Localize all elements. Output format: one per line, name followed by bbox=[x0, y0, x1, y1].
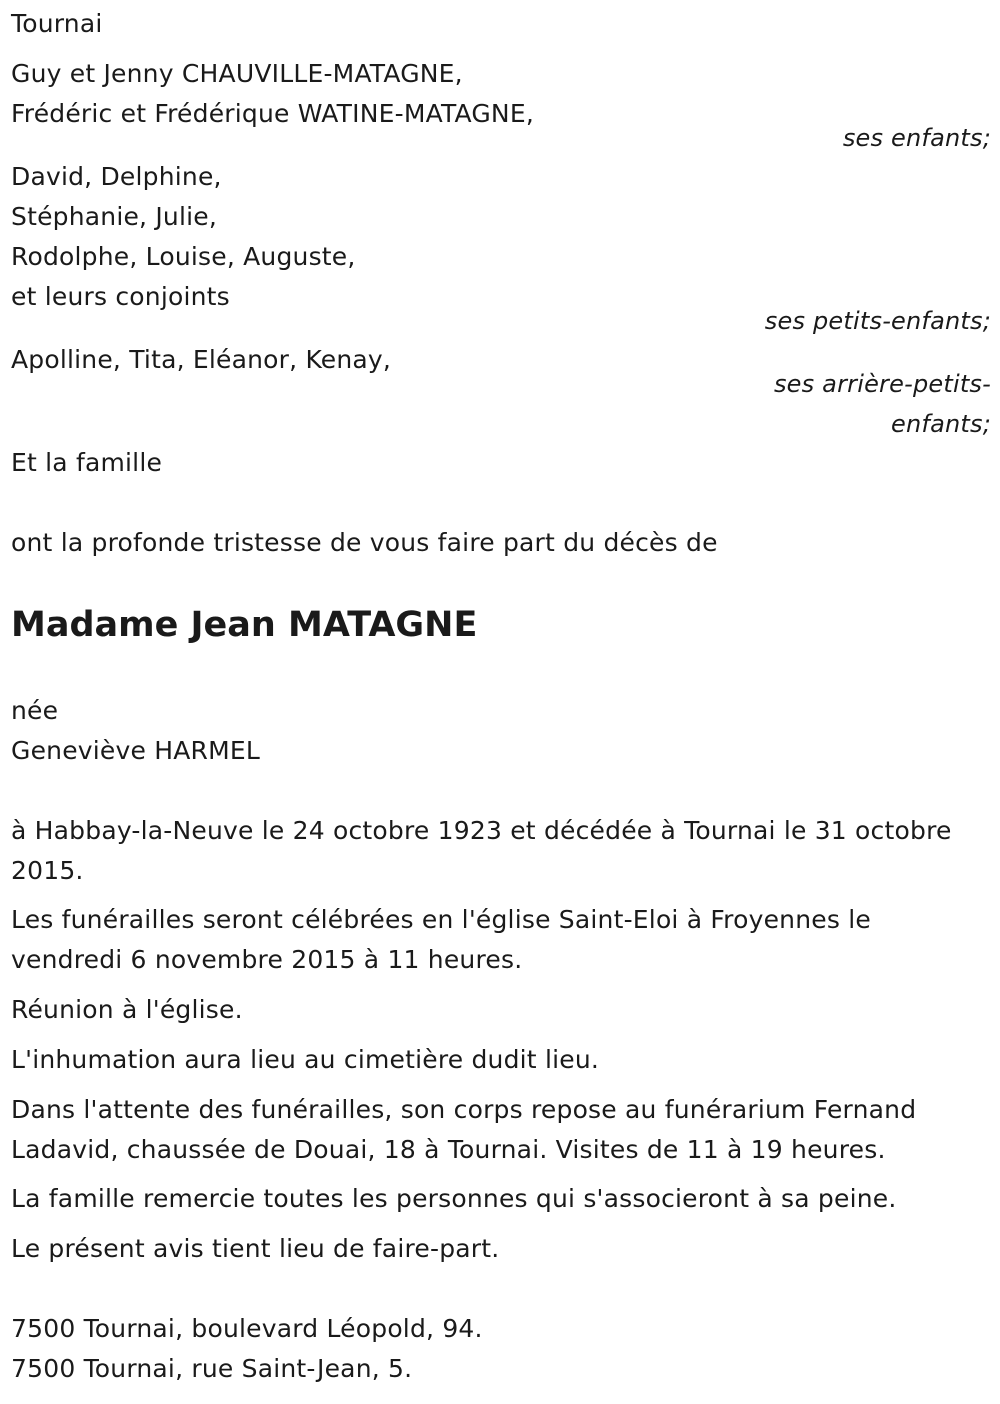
city-heading: Tournai bbox=[11, 9, 103, 38]
funerarium-line-2: Ladavid, chaussée de Douai, 18 à Tournai. Visites de 11 à 19 heures. bbox=[11, 1135, 886, 1164]
funeral-line-2: vendredi 6 novembre 2015 à 11 heures. bbox=[11, 945, 523, 974]
children-line-2: Frédéric et Frédérique WATINE-MATAGNE, bbox=[11, 99, 534, 128]
family-line: Et la famille bbox=[11, 448, 163, 477]
children-line-1: Guy et Jenny CHAUVILLE-MATAGNE, bbox=[11, 59, 463, 88]
great-grandchildren-role-line-1: ses arrière-petits- bbox=[773, 370, 991, 398]
grandchildren-line-1: David, Delphine, bbox=[11, 162, 222, 191]
grandchildren-line-2: Stéphanie, Julie, bbox=[11, 202, 217, 231]
address-line-2: 7500 Tournai, rue Saint-Jean, 5. bbox=[11, 1354, 413, 1383]
announcement: ont la profonde tristesse de vous faire part du décès de bbox=[11, 528, 718, 557]
grandchildren-role: ses petits-enfants; bbox=[764, 307, 991, 335]
birth-death-line-2: 2015. bbox=[11, 856, 84, 885]
funeral-line-1: Les funérailles seront célébrées en l'église Saint-Eloi à Froyennes le bbox=[11, 905, 871, 934]
burial-line: L'inhumation aura lieu au cimetière dudit lieu. bbox=[11, 1045, 600, 1074]
children-role: ses enfants; bbox=[842, 124, 991, 152]
great-grandchildren-line-1: Apolline, Tita, Eléanor, Kenay, bbox=[11, 345, 392, 374]
born-label: née bbox=[11, 696, 59, 725]
grandchildren-line-4: et leurs conjoints bbox=[11, 282, 230, 311]
thanks-line: La famille remercie toutes les personnes qui s'associeront à sa peine. bbox=[11, 1184, 897, 1213]
grandchildren-line-3: Rodolphe, Louise, Auguste, bbox=[11, 242, 356, 271]
funerarium-line-1: Dans l'attente des funérailles, son corps repose au funérarium Fernand bbox=[11, 1095, 917, 1124]
address-line-1: 7500 Tournai, boulevard Léopold, 94. bbox=[11, 1314, 483, 1343]
meeting-line: Réunion à l'église. bbox=[11, 995, 243, 1024]
notice-line: Le présent avis tient lieu de faire-part. bbox=[11, 1234, 500, 1263]
birth-death-line-1: à Habbay-la-Neuve le 24 octobre 1923 et décédée à Tournai le 31 octobre bbox=[11, 816, 952, 845]
maiden-name: Geneviève HARMEL bbox=[11, 736, 260, 765]
great-grandchildren-role-line-2: enfants; bbox=[891, 410, 991, 438]
deceased-name: Madame Jean MATAGNE bbox=[11, 605, 478, 645]
